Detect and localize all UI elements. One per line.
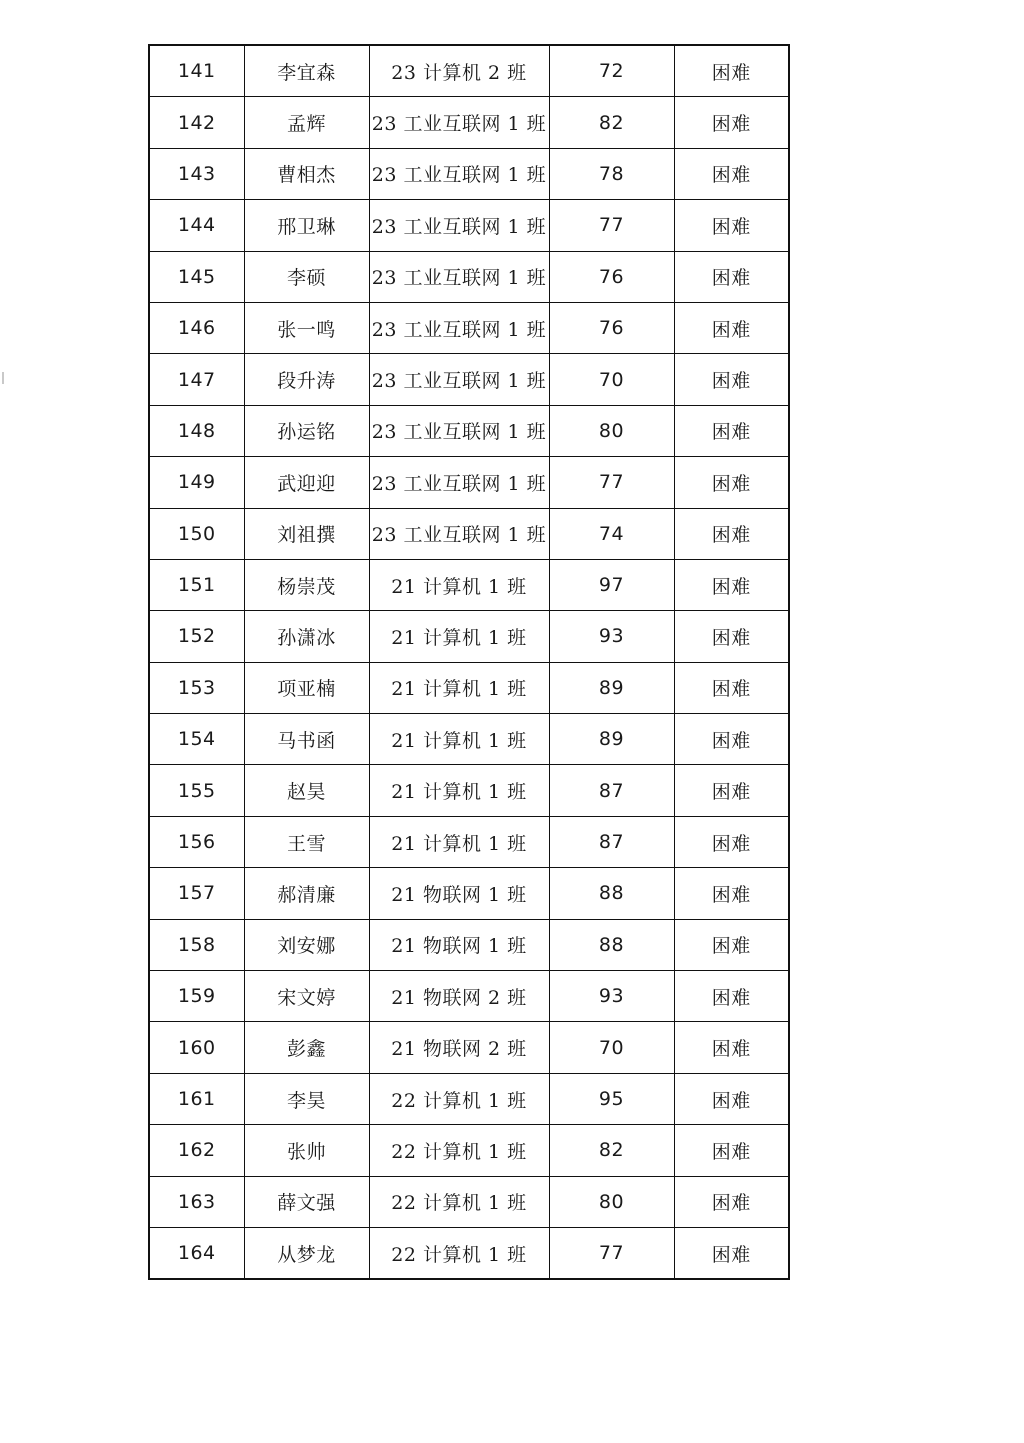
- class-name-cell: 21 物联网 1 班: [369, 868, 549, 919]
- table-row: [149, 405, 789, 456]
- student-name-cell: 李宜森: [244, 45, 369, 97]
- scan-artifact: [2, 372, 4, 384]
- student-name-cell: 孙运铭: [244, 405, 369, 456]
- table-row: [149, 559, 789, 610]
- class-name-cell: 21 计算机 1 班: [369, 816, 549, 867]
- row-number-cell: 152: [149, 611, 244, 662]
- score-cell: 87: [549, 765, 674, 816]
- student-name-cell: 孟辉: [244, 97, 369, 148]
- student-name-cell: 彭鑫: [244, 1022, 369, 1073]
- table-row: [149, 868, 789, 919]
- class-name-cell: 21 物联网 1 班: [369, 919, 549, 970]
- table-row: [149, 816, 789, 867]
- class-name-cell: 23 工业互联网 1 班: [369, 354, 549, 405]
- class-name-cell: 23 工业互联网 1 班: [369, 251, 549, 302]
- score-cell: 80: [549, 405, 674, 456]
- table-row: [149, 662, 789, 713]
- class-name-cell: 23 工业互联网 1 班: [369, 405, 549, 456]
- student-name-cell: 郝清廉: [244, 868, 369, 919]
- score-cell: 76: [549, 251, 674, 302]
- row-number-cell: 163: [149, 1176, 244, 1227]
- status-cell: 困难: [674, 354, 789, 405]
- table-row: [149, 302, 789, 353]
- class-name-cell: 22 计算机 1 班: [369, 1073, 549, 1124]
- row-number-cell: 143: [149, 148, 244, 199]
- status-cell: 困难: [674, 508, 789, 559]
- class-name-cell: 23 计算机 2 班: [369, 45, 549, 97]
- class-name-cell: 22 计算机 1 班: [369, 1227, 549, 1279]
- class-name-cell: 21 计算机 1 班: [369, 611, 549, 662]
- table-row: [149, 1227, 789, 1279]
- table-row: [149, 200, 789, 251]
- roster-table: [148, 44, 790, 1280]
- score-cell: 77: [549, 457, 674, 508]
- roster-body: [149, 45, 789, 1279]
- status-cell: 困难: [674, 1227, 789, 1279]
- table-row: [149, 714, 789, 765]
- row-number-cell: 162: [149, 1125, 244, 1176]
- table-row: [149, 1022, 789, 1073]
- class-name-cell: 22 计算机 1 班: [369, 1176, 549, 1227]
- class-name-cell: 23 工业互联网 1 班: [369, 457, 549, 508]
- row-number-cell: 155: [149, 765, 244, 816]
- status-cell: 困难: [674, 148, 789, 199]
- status-cell: 困难: [674, 251, 789, 302]
- table-row: [149, 611, 789, 662]
- table-row: [149, 1073, 789, 1124]
- student-name-cell: 张帅: [244, 1125, 369, 1176]
- student-name-cell: 武迎迎: [244, 457, 369, 508]
- student-name-cell: 薛文强: [244, 1176, 369, 1227]
- row-number-cell: 164: [149, 1227, 244, 1279]
- table-row: [149, 919, 789, 970]
- status-cell: 困难: [674, 45, 789, 97]
- row-number-cell: 158: [149, 919, 244, 970]
- student-name-cell: 曹相杰: [244, 148, 369, 199]
- row-number-cell: 141: [149, 45, 244, 97]
- row-number-cell: 145: [149, 251, 244, 302]
- row-number-cell: 149: [149, 457, 244, 508]
- table-row: [149, 354, 789, 405]
- score-cell: 80: [549, 1176, 674, 1227]
- table-row: [149, 251, 789, 302]
- row-number-cell: 159: [149, 971, 244, 1022]
- class-name-cell: 22 计算机 1 班: [369, 1125, 549, 1176]
- row-number-cell: 142: [149, 97, 244, 148]
- class-name-cell: 21 物联网 2 班: [369, 971, 549, 1022]
- row-number-cell: 150: [149, 508, 244, 559]
- table-row: [149, 1125, 789, 1176]
- row-number-cell: 157: [149, 868, 244, 919]
- status-cell: 困难: [674, 662, 789, 713]
- class-name-cell: 21 物联网 2 班: [369, 1022, 549, 1073]
- score-cell: 89: [549, 662, 674, 713]
- status-cell: 困难: [674, 971, 789, 1022]
- row-number-cell: 151: [149, 559, 244, 610]
- score-cell: 95: [549, 1073, 674, 1124]
- table-row: [149, 508, 789, 559]
- table-row: [149, 45, 789, 97]
- student-name-cell: 杨崇茂: [244, 559, 369, 610]
- class-name-cell: 21 计算机 1 班: [369, 662, 549, 713]
- status-cell: 困难: [674, 559, 789, 610]
- row-number-cell: 160: [149, 1022, 244, 1073]
- row-number-cell: 154: [149, 714, 244, 765]
- score-cell: 97: [549, 559, 674, 610]
- class-name-cell: 23 工业互联网 1 班: [369, 97, 549, 148]
- class-name-cell: 21 计算机 1 班: [369, 559, 549, 610]
- row-number-cell: 161: [149, 1073, 244, 1124]
- score-cell: 77: [549, 200, 674, 251]
- status-cell: 困难: [674, 200, 789, 251]
- table-row: [149, 1176, 789, 1227]
- status-cell: 困难: [674, 816, 789, 867]
- status-cell: 困难: [674, 1022, 789, 1073]
- class-name-cell: 23 工业互联网 1 班: [369, 148, 549, 199]
- score-cell: 77: [549, 1227, 674, 1279]
- student-name-cell: 王雪: [244, 816, 369, 867]
- score-cell: 74: [549, 508, 674, 559]
- status-cell: 困难: [674, 405, 789, 456]
- status-cell: 困难: [674, 714, 789, 765]
- class-name-cell: 23 工业互联网 1 班: [369, 200, 549, 251]
- score-cell: 76: [549, 302, 674, 353]
- score-cell: 93: [549, 611, 674, 662]
- row-number-cell: 156: [149, 816, 244, 867]
- table-row: [149, 97, 789, 148]
- row-number-cell: 148: [149, 405, 244, 456]
- class-name-cell: 23 工业互联网 1 班: [369, 508, 549, 559]
- class-name-cell: 23 工业互联网 1 班: [369, 302, 549, 353]
- student-name-cell: 孙潇冰: [244, 611, 369, 662]
- class-name-cell: 21 计算机 1 班: [369, 714, 549, 765]
- score-cell: 88: [549, 868, 674, 919]
- row-number-cell: 147: [149, 354, 244, 405]
- score-cell: 82: [549, 97, 674, 148]
- score-cell: 82: [549, 1125, 674, 1176]
- student-name-cell: 刘祖撰: [244, 508, 369, 559]
- score-cell: 72: [549, 45, 674, 97]
- student-name-cell: 李昊: [244, 1073, 369, 1124]
- score-cell: 89: [549, 714, 674, 765]
- table-row: [149, 971, 789, 1022]
- score-cell: 87: [549, 816, 674, 867]
- student-name-cell: 张一鸣: [244, 302, 369, 353]
- student-name-cell: 宋文婷: [244, 971, 369, 1022]
- status-cell: 困难: [674, 1125, 789, 1176]
- score-cell: 88: [549, 919, 674, 970]
- status-cell: 困难: [674, 457, 789, 508]
- score-cell: 70: [549, 354, 674, 405]
- row-number-cell: 153: [149, 662, 244, 713]
- student-name-cell: 邢卫琳: [244, 200, 369, 251]
- table-row: [149, 148, 789, 199]
- student-name-cell: 马书函: [244, 714, 369, 765]
- student-name-cell: 项亚楠: [244, 662, 369, 713]
- score-cell: 93: [549, 971, 674, 1022]
- student-name-cell: 刘安娜: [244, 919, 369, 970]
- status-cell: 困难: [674, 868, 789, 919]
- student-name-cell: 李硕: [244, 251, 369, 302]
- status-cell: 困难: [674, 1176, 789, 1227]
- status-cell: 困难: [674, 919, 789, 970]
- class-name-cell: 21 计算机 1 班: [369, 765, 549, 816]
- row-number-cell: 146: [149, 302, 244, 353]
- status-cell: 困难: [674, 611, 789, 662]
- table-row: [149, 457, 789, 508]
- status-cell: 困难: [674, 302, 789, 353]
- status-cell: 困难: [674, 1073, 789, 1124]
- status-cell: 困难: [674, 765, 789, 816]
- score-cell: 78: [549, 148, 674, 199]
- student-name-cell: 从梦龙: [244, 1227, 369, 1279]
- status-cell: 困难: [674, 97, 789, 148]
- student-name-cell: 段升涛: [244, 354, 369, 405]
- score-cell: 70: [549, 1022, 674, 1073]
- row-number-cell: 144: [149, 200, 244, 251]
- student-name-cell: 赵昊: [244, 765, 369, 816]
- table-row: [149, 765, 789, 816]
